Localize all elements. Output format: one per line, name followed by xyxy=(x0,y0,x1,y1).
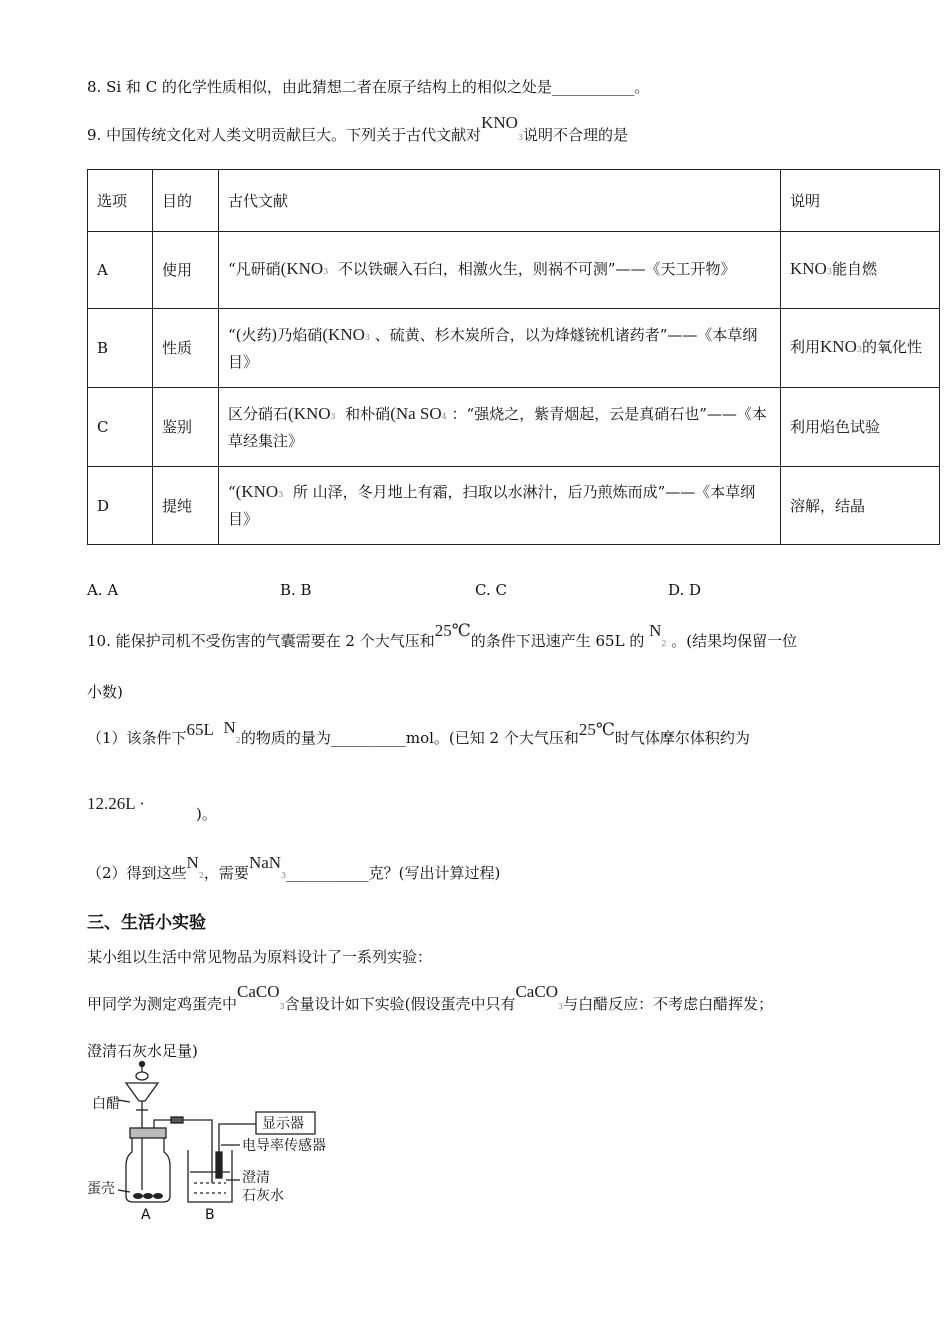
question-10-line2: 小数) xyxy=(87,683,123,701)
sensor-probe xyxy=(216,1152,222,1178)
flask-a xyxy=(126,1135,170,1202)
choice-c[interactable]: C. C xyxy=(475,581,507,599)
label-vinegar: 白醋 xyxy=(92,1096,120,1112)
label-a: A xyxy=(141,1207,151,1223)
section-3-line1: 甲同学为测定鸡蛋壳中CaCO3含量设计如下实验(假设蛋壳中只有CaCO3与白醋反应：不考虑白醋挥发； xyxy=(87,982,774,1013)
question-10-part1-end: )。 xyxy=(196,805,217,823)
choice-d[interactable]: D. D xyxy=(668,581,702,599)
row-c-note: 利用焰色试验 xyxy=(781,388,940,467)
question-9-stem: 9. 中国传统文化对人类文明贡献巨大。下列关于古代文献对KNO3说明不合理的是 xyxy=(87,113,629,144)
question-10-part1-cont: 12.26L · xyxy=(87,794,145,813)
row-c-option: C xyxy=(88,388,153,467)
row-a-note: KNO3能自燃 xyxy=(781,232,940,309)
label-sensor: 电导率传感器 xyxy=(242,1138,326,1154)
label-b: B xyxy=(205,1207,215,1223)
beaker-b xyxy=(188,1150,232,1202)
q9-formula: KNO xyxy=(481,113,518,132)
choice-b[interactable]: B. B xyxy=(280,581,312,599)
eggshell-pieces xyxy=(133,1193,163,1199)
question-10-part1: （1）该条件下65L N2的物质的量为__________mol。(已知 2 个大气压和25℃时气体摩尔体积约为 xyxy=(87,718,750,747)
header-note: 说明 xyxy=(781,170,940,232)
row-d-option: D xyxy=(88,467,153,545)
question-10-line1: 10. 能保护司机不受伤害的气囊需要在 2 个大气压和25℃的条件下迅速产生 65L 的 N2 。(结果均保留一位 xyxy=(87,621,798,650)
header-option: 选项 xyxy=(88,170,153,232)
row-c-purpose: 鉴别 xyxy=(153,388,219,467)
row-b-doc: “(火药)乃焰硝(KNO3 、硫黄、杉木炭所合，以为烽燧铳机诸药者”——《本草纲目》 xyxy=(219,309,781,388)
row-d-doc: “(KNO3 所 山泽，冬月地上有霜，扫取以水淋汁，后乃煎炼而成”——《本草纲目》 xyxy=(219,467,781,545)
row-d-purpose: 提纯 xyxy=(153,467,219,545)
separatory-funnel xyxy=(126,1083,158,1101)
question-10-part2: （2）得到这些N2，需要NaN3___________克？(写出计算过程) xyxy=(87,853,501,882)
row-b-option: B xyxy=(88,309,153,388)
section-3-intro: 某小组以生活中常见物品为原料设计了一系列实验： xyxy=(87,948,433,966)
q8-text: 8. Si 和 C 的化学性质相似，由此猜想二者在原子结构上的相似之处是___________。 xyxy=(87,78,650,96)
row-a-doc: “凡研硝(KNO3 不以铁碾入石臼，相激火生，则祸不可测”——《天工开物》 xyxy=(219,232,781,309)
label-limewater-1: 澄清 xyxy=(242,1170,270,1186)
label-display: 显示器 xyxy=(262,1116,304,1132)
q9-prefix: 9. 中国传统文化对人类文明贡献巨大。下列关于古代文献对 xyxy=(87,126,482,144)
row-a-option: A xyxy=(88,232,153,309)
q9-suffix: 说明不合理的是 xyxy=(523,126,629,144)
section-3-line2: 澄清石灰水足量) xyxy=(87,1042,198,1060)
section-3-title: 三、生活小实验 xyxy=(87,913,206,933)
label-eggshell: 蛋壳 xyxy=(87,1181,115,1197)
header-doc: 古代文献 xyxy=(219,170,781,232)
row-c-doc: 区分硝石(KNO3 和朴硝(Na SO4 ：“强烧之，紫青烟起，云是真硝石也”——《本草经集注》 xyxy=(219,388,781,467)
row-b-purpose: 性质 xyxy=(153,309,219,388)
label-limewater-2: 石灰水 xyxy=(242,1188,284,1204)
row-b-note: 利用KNO3的氧化性 xyxy=(781,309,940,388)
row-a-purpose: 使用 xyxy=(153,232,219,309)
header-purpose: 目的 xyxy=(153,170,219,232)
choice-a[interactable]: A. A xyxy=(87,581,119,599)
row-d-note: 溶解，结晶 xyxy=(781,467,940,545)
